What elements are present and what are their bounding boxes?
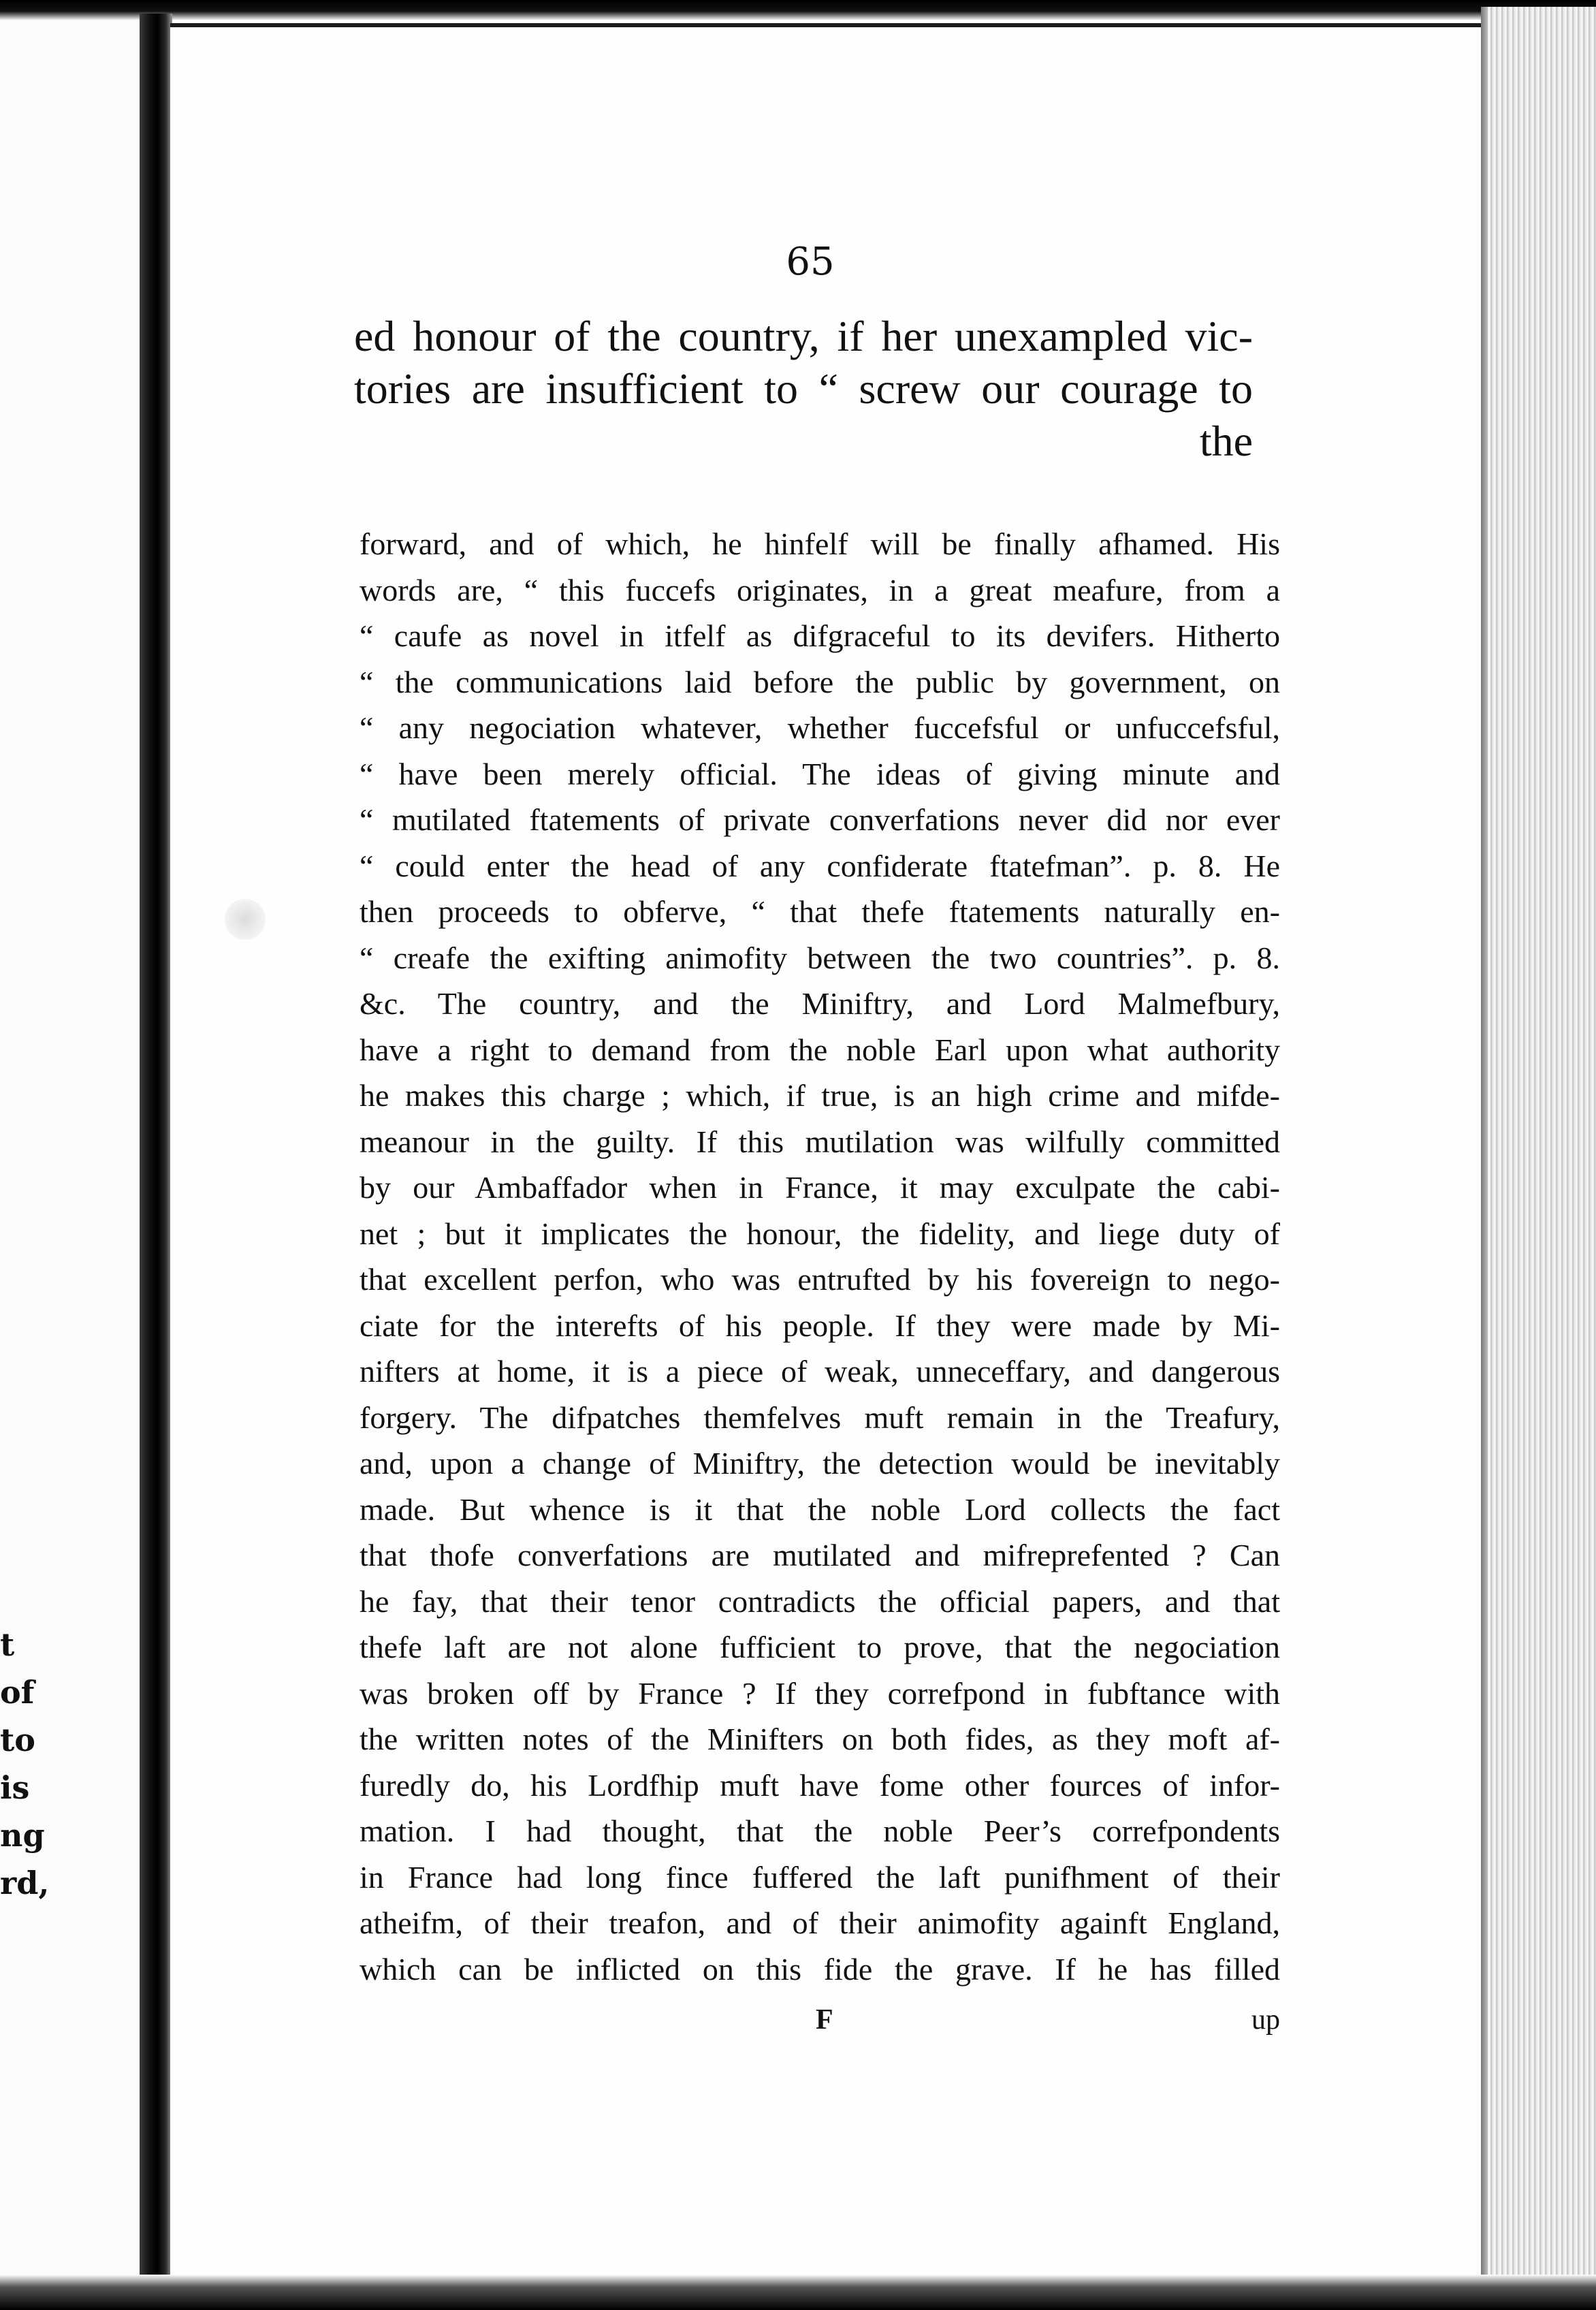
left-facing-page (0, 20, 151, 2288)
body-line: he makes this charge ; which, if true, is an high crime and mifde- (360, 1078, 1280, 1113)
body-line: he fay, that their tenor contradicts the official papers, and that (360, 1583, 1280, 1619)
left-fragment: to (0, 1722, 35, 1758)
body-line: forgery. The difpatches themfelves muft remain in the Treafury, (360, 1399, 1280, 1435)
heading-catchword: the (1199, 417, 1253, 465)
bottom-edge-shadow (0, 2275, 1596, 2310)
left-fragment: of (0, 1674, 35, 1711)
body-line: mation. I had thought, that the noble Peer’s correfpondents (360, 1814, 1280, 1848)
body-line: made. But whence is it that the noble Lord collects the fact (360, 1491, 1280, 1527)
body-line: have a right to demand from the noble Earl upon what authority (360, 1032, 1280, 1067)
left-fragment: ng (0, 1817, 45, 1854)
body-line: nifters at home, it is a piece of weak, unneceffary, and dangerous (360, 1354, 1280, 1389)
pasted-heading-fragment (354, 310, 1253, 467)
body-line: was broken off by France ? If they correfpond in fubftance with (360, 1675, 1280, 1711)
book-gutter (140, 14, 172, 2302)
body-line: “ creafe the exifting animofity between the two countries”. p. 8. (360, 940, 1280, 975)
heading-line: tories are insufficient to “ screw our courage to (354, 364, 1253, 413)
page-footer (360, 2004, 1280, 2044)
body-line: then proceeds to obferve, “ that thefe ftatements naturally en- (360, 894, 1280, 929)
body-line: and, upon a change of Miniftry, the detection would be inevitably (360, 1446, 1280, 1481)
body-line: “ caufe as novel in itfelf as difgraceful to its devifers. Hitherto (360, 618, 1280, 653)
body-line: in France had long fince fuffered the laft punifhment of their (360, 1859, 1280, 1895)
left-fragment: t (0, 1626, 15, 1663)
body-line: which can be inflicted on this fide the grave. If he has filled (360, 1951, 1280, 1987)
body-line: words are, “ this fuccefs originates, in a great meafure, from a (360, 572, 1280, 607)
body-line: that excellent perfon, who was entrufted by his fovereign to nego- (360, 1262, 1280, 1297)
body-line: &c. The country, and the Miniftry, and Lord Malmefbury, (360, 986, 1280, 1021)
body-line: “ mutilated ftatements of private converfations never did nor ever (360, 802, 1280, 837)
body-line: meanour in the guilty. If this mutilation was wilfully committed (360, 1124, 1280, 1159)
body-line: atheifm, of their treafon, and of their animofity againft England, (360, 1905, 1280, 1940)
body-line: by our Ambaffador when in France, it may exculpate the cabi- (360, 1170, 1280, 1205)
left-page-text-fragments (0, 1621, 50, 1907)
catchword: up (1251, 2004, 1280, 2036)
page-number: 65 (786, 240, 835, 284)
body-line: furedly do, his Lordfhip muft have fome other fources of infor- (360, 1767, 1280, 1803)
body-line: “ any negociation whatever, whether fuccefsful or unfuccefsful, (360, 710, 1280, 745)
top-edge-shadow (0, 0, 1596, 20)
body-text (360, 521, 1280, 1992)
body-line: net ; but it implicates the honour, the fidelity, and liege duty of (360, 1216, 1280, 1251)
left-fragment: is (0, 1769, 30, 1806)
heading-line: ed honour of the country, if her unexampled vic- (354, 312, 1253, 360)
body-line: “ could enter the head of any confiderate ftatefman”. p. 8. He (360, 848, 1280, 883)
body-line: the written notes of the Minifters on both fides, as they moft af- (360, 1722, 1280, 1756)
body-line: “ have been merely official. The ideas of giving minute and (360, 756, 1280, 791)
body-line: “ the communications laid before the public by government, on (360, 664, 1280, 699)
body-line: forward, and of which, he hinfelf will be finally afhamed. His (360, 526, 1280, 561)
body-line: thefe laft are not alone fufficient to prove, that the negociation (360, 1630, 1280, 1664)
left-fragment: rd, (0, 1865, 50, 1901)
page-fore-edge (1488, 7, 1596, 2310)
body-line: ciate for the interefts of his people. If they were made by Mi- (360, 1308, 1280, 1343)
paper-smudge (225, 899, 266, 940)
signature-mark: F (816, 2004, 833, 2036)
body-line: that thofe converfations are mutilated and mifreprefented ? Can (360, 1538, 1280, 1572)
